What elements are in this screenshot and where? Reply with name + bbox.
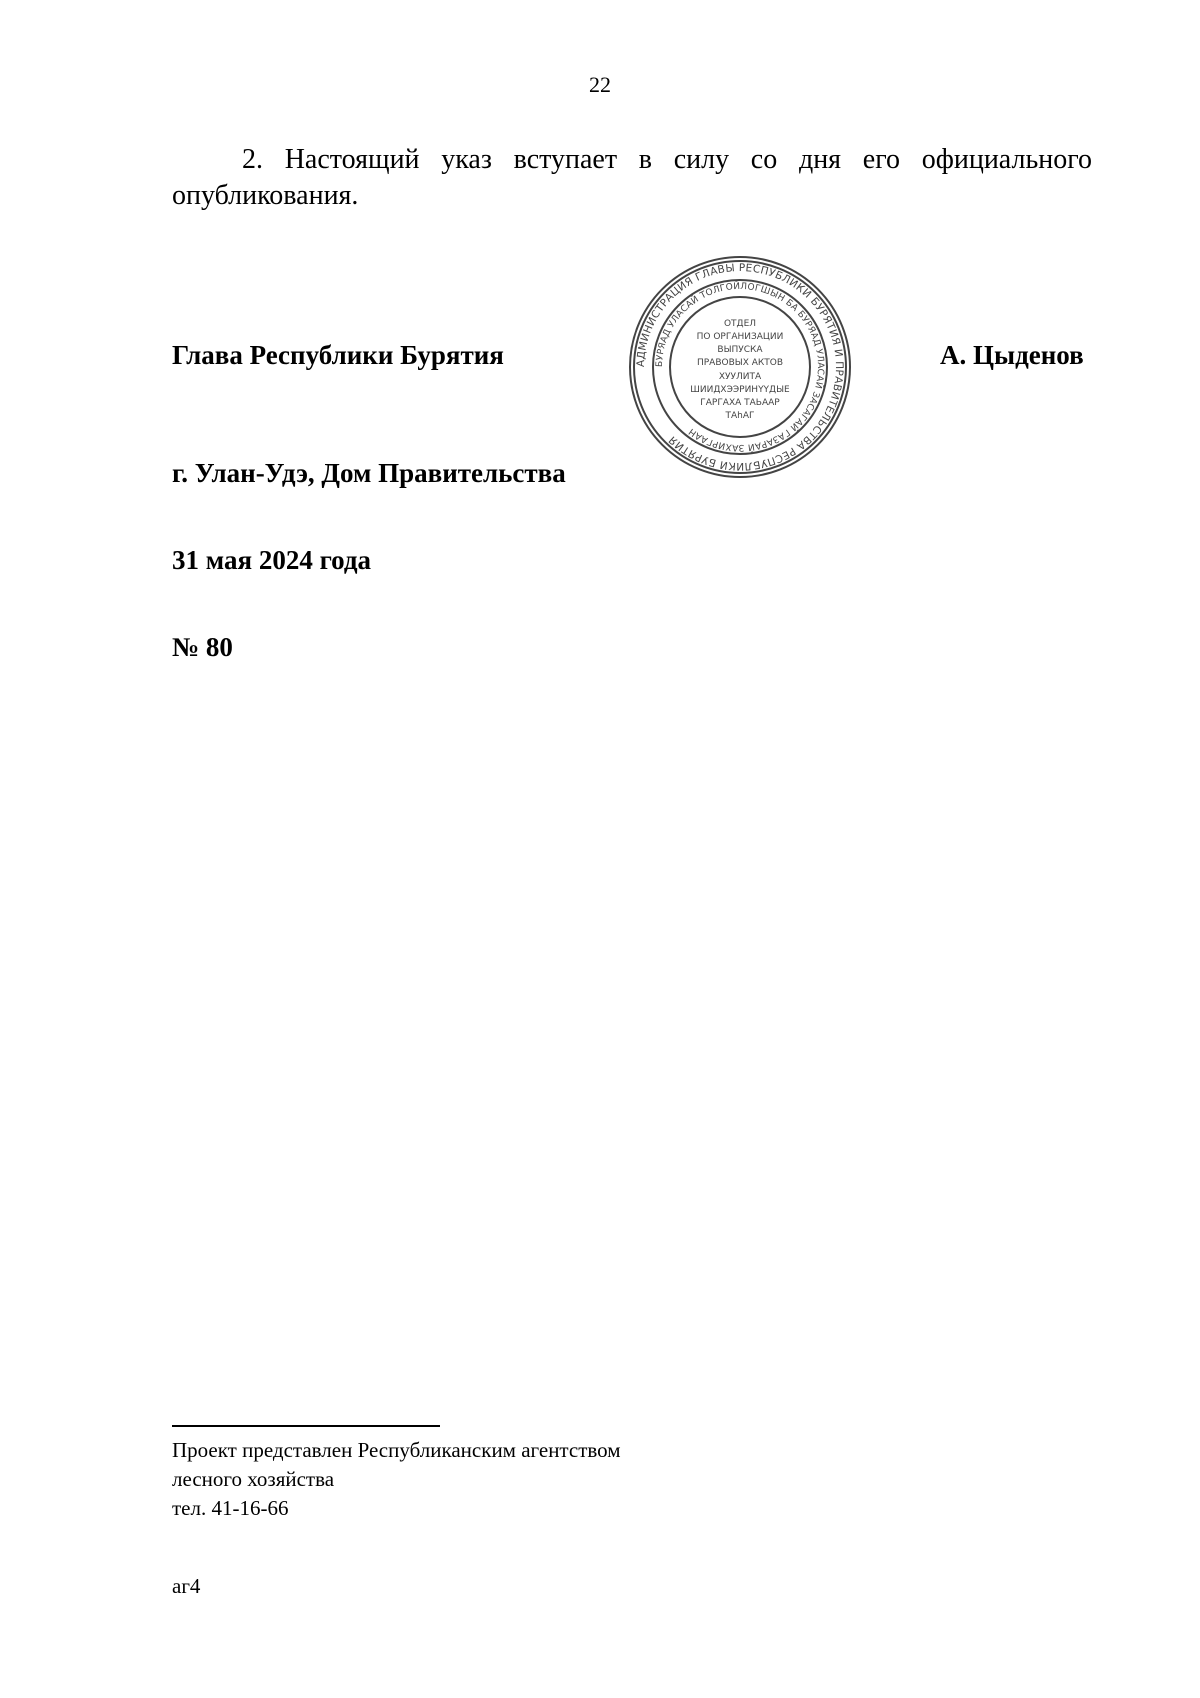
- footnote-line: Проект представлен Республиканским агентством: [172, 1438, 621, 1462]
- stamp-inner-text: БУРЯАД УЛАСАЙ ТОЛГОЙЛОГШЫН БА БУРЯАД УЛАСАЙ ЗАСАГАЙ ГАЗАРАЙ ЗАХИРГААН: [654, 281, 826, 453]
- footnote-divider: [172, 1425, 440, 1427]
- footnote-phone: тел. 41-16-66: [172, 1496, 289, 1520]
- stamp-line: ТАһАГ: [725, 411, 755, 421]
- stamp-line: ВЫПУСКА: [717, 345, 763, 355]
- decree-paragraph: 2. Настоящий указ вступает в силу со дня его официального опубликования.: [172, 144, 1092, 211]
- document-code: аг4: [172, 1574, 201, 1598]
- stamp-line: ШИИДХЭЭРИНҮҮДЫЕ: [690, 385, 790, 395]
- decree-number: № 80: [172, 632, 233, 662]
- signer-name: А. Цыденов: [940, 340, 1084, 370]
- footnote: [172, 1436, 621, 1523]
- signer-title: Глава Республики Бурятия: [172, 340, 504, 370]
- stamp-line: ГАРГАХА ТАЬААР: [700, 398, 780, 408]
- signing-date: 31 мая 2024 года: [172, 545, 372, 575]
- footnote-line: лесного хозяйства: [172, 1467, 335, 1491]
- stamp-outer-text: АДМИНИСТРАЦИЯ ГЛАВЫ РЕСПУБЛИКИ БУРЯТИЯ И ПРАВИТЕЛЬСТВА РЕСПУБЛИКИ БУРЯТИЯ: [634, 261, 846, 473]
- page-number: 22: [589, 72, 611, 97]
- stamp-line: ПО ОРГАНИЗАЦИИ: [696, 332, 784, 342]
- stamp-line: ХУУЛИТА: [718, 372, 762, 382]
- official-stamp: [628, 255, 852, 479]
- signing-place: г. Улан-Удэ, Дом Правительства: [172, 458, 566, 488]
- stamp-line: ОТДЕЛ: [723, 319, 757, 329]
- stamp-line: ПРАВОВЫХ АКТОВ: [696, 358, 784, 368]
